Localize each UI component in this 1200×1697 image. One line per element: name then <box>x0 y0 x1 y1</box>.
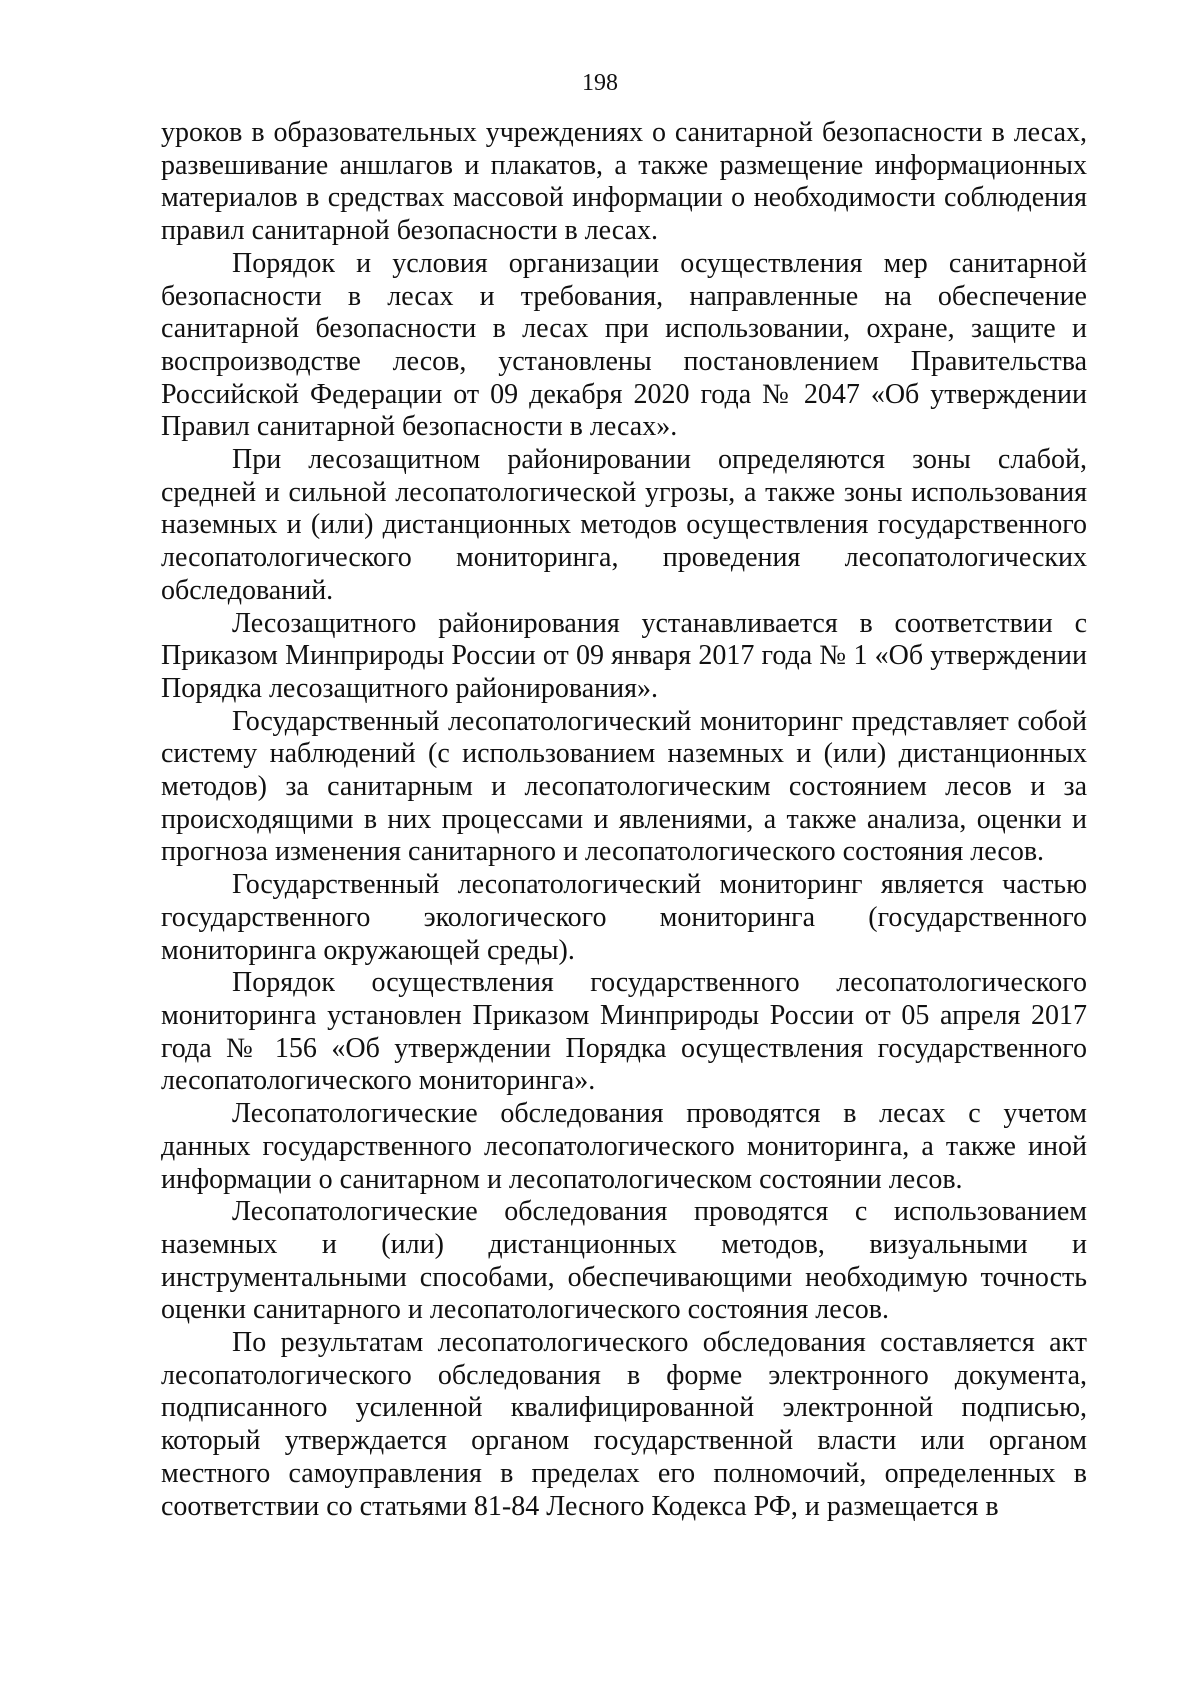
paragraph-monitoring-definition: Государственный лесопатологический мониторинг представляет собой систему наблюдений (с использованием наземных и (или) дистанционных методов) за санитарным и лесопатологическим состоянием лесов и за происходящими в них процессами и явлениями, а также анализа, оценки и прогноза изменения санитарного и лесопатологического состояния лесов. <box>161 705 1087 868</box>
paragraph-survey-act: По результатам лесопатологического обследования составляется акт лесопатологического обследования в форме электронного документа, подписанного усиленной квалифицированной электронной подписью, который утверждается органом государственной власти или органом местного самоуправления в пределах его полномочий, определенных в соответствии со статьями 81-84 Лесного Кодекса РФ, и размещается в <box>161 1327 1087 1522</box>
paragraph-zoning-order: Лесозащитного районирования устанавливается в соответствии с Приказом Минприроды России от 09 января 2017 года № 1 «Об утверждении Порядка лесозащитного районирования». <box>161 607 1087 704</box>
paragraph-monitoring-order: Порядок осуществления государственного лесопатологического мониторинга установлен Приказом Минприроды России от 05 апреля 2017 года № 156 «Об утверждении Порядка осуществления государственного лесопатологического мониторинга». <box>161 967 1087 1097</box>
paragraph-monitoring-part-of-ecological: Государственный лесопатологический мониторинг является частью государственного экологического мониторинга (государственного мониторинга окружающей среды). <box>161 869 1087 966</box>
document-body <box>161 117 1087 1523</box>
paragraph-continuation: уроков в образовательных учреждениях о санитарной безопасности в лесах, развешивание аншлагов и плакатов, а также размещение информационных материалов в средствах массовой информации о необходимости соблюдения правил санитарной безопасности в лесах. <box>161 117 1087 247</box>
paragraph-forest-protection-zoning: При лесозащитном районировании определяются зоны слабой, средней и сильной лесопатологической угрозы, а также зоны использования наземных и (или) дистанционных методов осуществления государственного лесопатологического мониторинга, проведения лесопатологических обследований. <box>161 444 1087 606</box>
page-number: 198 <box>582 70 618 96</box>
paragraph-sanitary-safety-rules: Порядок и условия организации осуществления мер санитарной безопасности в лесах и требования, направленные на обеспечение санитарной безопасности в лесах при использовании, охране, защите и воспроизводстве лесов, установлены постановлением Правительства Российской Федерации от 09 декабря 2020 года № 2047 «Об утверждении Правил санитарной безопасности в лесах». <box>161 247 1087 443</box>
paragraph-surveys-data: Лесопатологические обследования проводятся в лесах с учетом данных государственного лесопатологического мониторинга, а также иной информации о санитарном и лесопатологическом состоянии лесов. <box>161 1098 1087 1195</box>
paragraph-surveys-methods: Лесопатологические обследования проводятся с использованием наземных и (или) дистанционных методов, визуальными и инструментальными способами, обеспечивающими необходимую точность оценки санитарного и лесопатологического состояния лесов. <box>161 1196 1087 1326</box>
